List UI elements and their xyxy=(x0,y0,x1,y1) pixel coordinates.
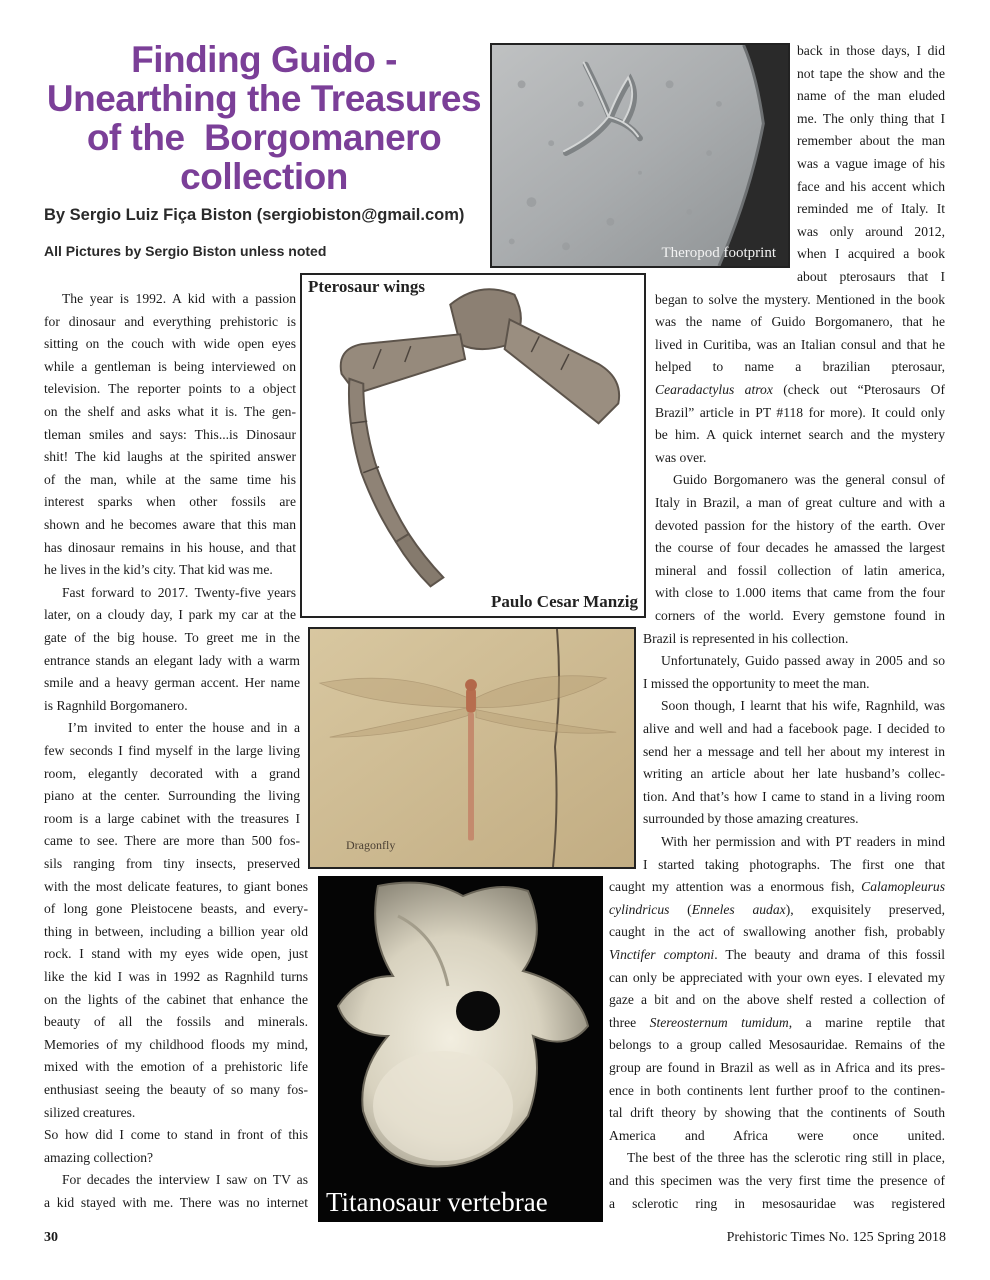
title-line: Unearthing the Treasures xyxy=(46,78,482,119)
right-column-line: writing an article about her late husband’s collec- xyxy=(643,766,945,782)
right-column-line: helped to name a brazilian pterosaur, xyxy=(655,359,945,375)
right-column-line: corners of the world. Every gemstone found in xyxy=(655,608,945,623)
left-column-line: gate of the big house. To greet me in the xyxy=(44,630,300,645)
left-column-line: rock. I stand with my eyes wide open, just xyxy=(44,946,308,962)
right-column-line: Soon though, I learnt that his wife, Ragnhild, was xyxy=(661,698,945,714)
title-line: of the Borgomanero xyxy=(86,117,442,158)
left-column-line: shown and he becomes aware that this man xyxy=(44,517,296,532)
left-column-line: few seconds I find myself in the large living xyxy=(44,743,300,758)
left-column-line: television. The reporter points to a object xyxy=(44,381,296,397)
right-column-line: name of the man eluded xyxy=(797,88,945,104)
left-column-line: mixed with the emotion of a prehistoric life xyxy=(44,1059,308,1075)
right-column-line: not tape the show and the xyxy=(797,65,945,81)
left-column-line: on the lights of the cabinet that enhance the xyxy=(44,991,308,1007)
right-column-line: Brazil” article in PT #118 for more). It could only xyxy=(655,404,945,420)
left-column-line: later, on a cloudy day, I park my car at the xyxy=(44,607,296,623)
right-column-line: be him. A quick internet search and the mystery xyxy=(655,427,945,443)
left-column-line: I’m invited to enter the house and in a xyxy=(68,720,300,736)
right-column-line: when I acquired a book xyxy=(797,246,945,262)
left-column-line: on the shelf and asks what it is. The gen- xyxy=(44,404,296,419)
right-column-line: began to solve the mystery. Mentioned in the book xyxy=(655,291,945,307)
right-column-line: alive and well and had a facebook page. I decided to xyxy=(643,721,945,736)
right-column-line: I started taking photographs. The first one that xyxy=(643,856,945,872)
left-column-line: interest sparks when other fossils are xyxy=(44,494,296,510)
right-column-line: mineral and fossil collection of latin america, xyxy=(655,562,945,578)
right-column-line: was only around 2012, xyxy=(797,223,945,239)
right-column-line: caught my attention was a enormous fish, Calamopleurus xyxy=(609,879,945,895)
left-column-line: tleman smiles and says: This...is Dinosaur xyxy=(44,426,296,442)
right-column-line: the course of four decades he amassed the largest xyxy=(655,540,945,556)
left-column-line: has dinosaur remains in his house, and that xyxy=(44,539,296,555)
left-column-line: room is a large cabinet with the treasures I xyxy=(44,810,300,826)
left-column-line: piano at the center. Surrounding the living xyxy=(44,788,300,804)
right-column-line: lived in Curitiba, was an Italian consul and that he xyxy=(655,336,945,352)
left-column-line: silized creatures. xyxy=(44,1104,136,1120)
byline: By Sergio Luiz Fiça Biston (sergiobiston@gmail.com) xyxy=(44,206,465,224)
title-line: Finding Guido - xyxy=(131,39,397,80)
right-column-line: three Stereosternum tumidum, a marine reptile that xyxy=(609,1014,945,1030)
right-column-line: tal drift theory by showing that the continents of South xyxy=(609,1105,945,1121)
left-column-line: amazing collection? xyxy=(44,1149,154,1165)
right-column-line: was over. xyxy=(655,449,707,465)
left-column-line: beauty of all the fossils and minerals. xyxy=(44,1014,308,1030)
left-column-line: So how did I come to stand in front of this xyxy=(44,1127,308,1143)
right-column-line: was a vague image of his xyxy=(797,156,945,171)
titanosaur-vertebrae-photo xyxy=(318,876,603,1222)
left-column-line: a kid stayed with me. There was no internet xyxy=(44,1195,308,1210)
right-column-line: devoted passion for the history of the earth. Over xyxy=(655,517,945,533)
left-column-line: is Ragnhild Borgomanero. xyxy=(44,697,188,713)
left-column-line: of the man, while at the same time his xyxy=(44,471,296,487)
right-column-line: Unfortunately, Guido passed away in 2005 and so xyxy=(661,653,945,669)
right-column-line: Guido Borgomanero was the general consul of xyxy=(673,472,945,488)
right-column-line: Cearadactylus atrox (check out “Pterosaurs Of xyxy=(655,382,945,397)
left-column-line: for dinosaur and everything prehistoric is xyxy=(44,313,296,329)
left-column-line: entrance stands an elegant lady with a warm xyxy=(44,652,300,668)
right-column-line: was the name of Guido Borgomanero, that he xyxy=(655,314,945,330)
pterosaur-photo-credit: Paulo Cesar Manzig xyxy=(490,592,638,611)
right-column-line: with close to 1.000 items that came from the four xyxy=(655,585,945,601)
article-title xyxy=(44,40,484,196)
left-column-line: he lives in the kid’s city. That kid was me. xyxy=(44,562,273,578)
left-column-line: thing in between, including a billion year old xyxy=(44,923,308,939)
right-column-line: group are found in Brazil as well as in Africa and its pres- xyxy=(609,1060,945,1075)
right-column-line: face and his accent which xyxy=(797,178,945,194)
right-column-line: can only be appreciated with your own eyes. I elevated my xyxy=(609,969,945,985)
left-column-line: The year is 1992. A kid with a passion xyxy=(62,291,296,306)
left-column-line: shit! The kid laughs at the spirited answer xyxy=(44,449,296,465)
theropod-footprint-photo xyxy=(490,43,790,268)
left-column-line: while a gentleman is being interviewed on xyxy=(44,358,296,374)
right-column-line: reminded me of Italy. It xyxy=(797,201,945,217)
pterosaur-wings-photo xyxy=(300,273,646,618)
right-column-line: I missed the opportunity to meet the man. xyxy=(643,675,870,691)
left-column-line: Fast forward to 2017. Twenty-five years xyxy=(62,584,296,600)
right-column-line: belongs to a group called Mesosauridae. Remains of the xyxy=(609,1037,945,1053)
right-column-line: cylindricus (Enneles audax), exquisitely preserved, xyxy=(609,901,945,917)
title-line: collection xyxy=(180,156,348,197)
right-column-line: and this specimen was the very first time the presence of xyxy=(609,1173,945,1188)
left-column-line: enthusiast seeing the beauty of so many fos- xyxy=(44,1082,308,1097)
page-number: 30 xyxy=(44,1230,58,1245)
right-column-line: With her permission and with PT readers in mind xyxy=(661,834,945,849)
right-column-line: back in those days, I did xyxy=(797,43,945,58)
right-column-line: caught in the act of swallowing another fish, probably xyxy=(609,924,945,940)
left-column-line: like the kid I was in 1992 as Ragnhild turns xyxy=(44,969,308,984)
pterosaur-caption: Pterosaur wings xyxy=(308,277,425,296)
right-column-line: remember about the man xyxy=(797,133,945,149)
right-column-line: surrounded by those amazing creatures. xyxy=(643,811,859,827)
left-column-line: room, elegantly decorated with a grand xyxy=(44,765,300,781)
left-column-line: with the most delicate features, to giant bones xyxy=(44,878,308,894)
right-column-line: a sclerotic ring in mesosauridae was registered xyxy=(609,1195,945,1211)
right-column-line: send her a message and tell her about my interest in xyxy=(643,743,945,759)
footprint-caption: Theropod footprint xyxy=(661,245,776,261)
right-column-line: me. The only thing that I xyxy=(797,110,945,126)
right-column-line: tion. And that’s how I came to stand in a living room xyxy=(643,788,945,804)
left-column-line: sils ranging from tiny insects, preserved xyxy=(44,856,300,871)
right-column-line: Brazil is represented in his collection. xyxy=(643,630,849,646)
right-column-line: Vinctifer comptoni. The beauty and drama of this fossil xyxy=(609,947,945,962)
right-column-line: The best of the three has the sclerotic ring still in place, xyxy=(627,1150,945,1166)
vertebrae-caption: Titanosaur vertebrae xyxy=(326,1187,548,1217)
photo-credit: All Pictures by Sergio Biston unless noted xyxy=(44,243,327,259)
publication-footer: Prehistoric Times No. 125 Spring 2018 xyxy=(726,1230,946,1245)
right-column-line: Italy in Brazil, a man of great culture and with a xyxy=(655,495,945,510)
right-column-line: ence in both continents lent further proof to the continen- xyxy=(609,1082,945,1098)
right-column-line: about pterosaurs that I xyxy=(797,269,945,284)
left-column-line: For decades the interview I saw on TV as xyxy=(62,1172,308,1188)
left-column-line: Memories of my childhood floods my mind, xyxy=(44,1036,308,1052)
left-column-line: smile and a heavy german accent. Her name xyxy=(44,675,300,691)
left-column-line: of long gone Pleistocene beasts, and every- xyxy=(44,901,308,917)
left-column-line: sitting on the couch with wide open eyes xyxy=(44,336,296,352)
left-column-line: came to see. There are more than 500 fos- xyxy=(44,833,300,849)
right-column-line: gaze a bit and on the above shelf rested a collection of xyxy=(609,992,945,1008)
dragonfly-fossil-photo xyxy=(308,627,636,869)
right-column-line: America and Africa were once united. xyxy=(609,1127,945,1143)
dragonfly-caption: Dragonfly xyxy=(346,838,396,852)
